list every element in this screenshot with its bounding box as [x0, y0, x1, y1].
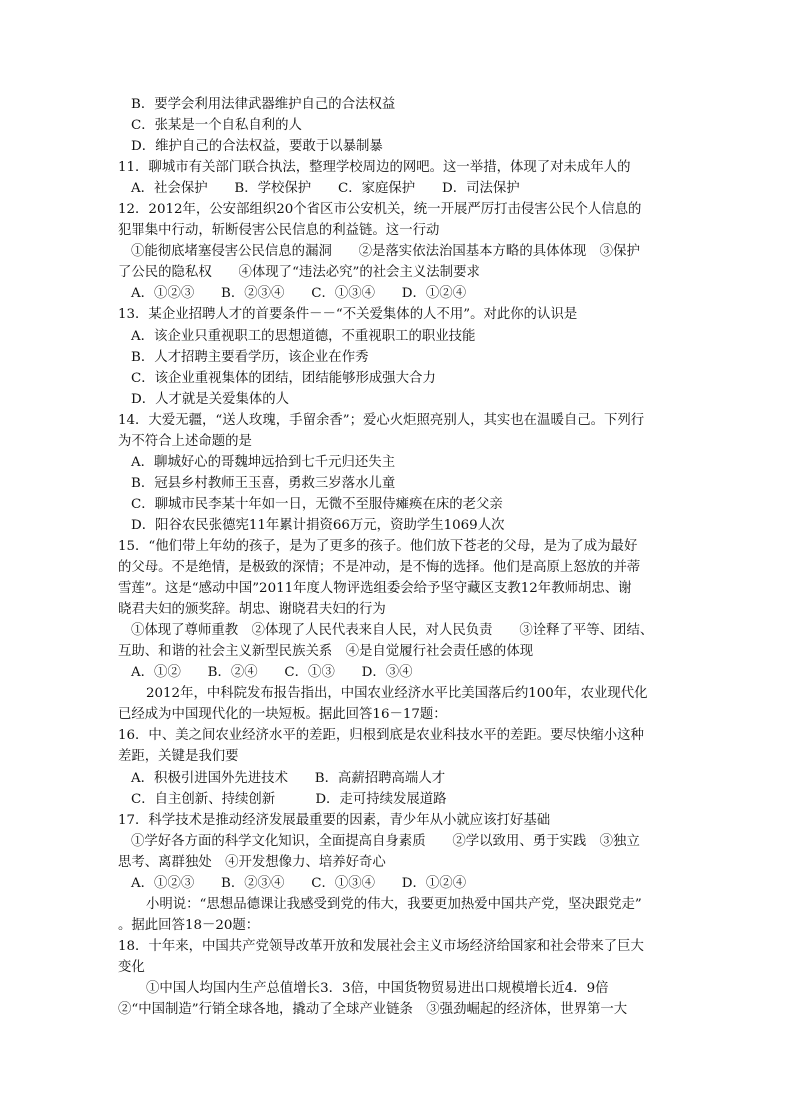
text-line: 15．“他们带上年幼的孩子，是为了更多的孩子。他们放下苍老的父母，是为了成为最好 — [118, 538, 638, 554]
text-line: 16．中、美之间农业经济水平的差距，归根到底是农业科技水平的差距。要尽快缩小这种 — [118, 728, 644, 744]
text-line: A．聊城好心的哥魏坤远拾到七千元归还失主 — [131, 454, 396, 470]
text-line: A．社会保护 B．学校保护 C．家庭保护 D．司法保护 — [131, 181, 520, 197]
text-line: ①学好各方面的科学文化知识，全面提高自身素质 ②学以致用、勇于实践 ③独立 — [131, 833, 640, 849]
text-line: 变化 — [118, 959, 145, 975]
text-line: C．该企业重视集体的团结，团结能够形成强大合力 — [131, 370, 436, 386]
text-line: 晓君夫妇的颁奖辞。胡忠、谢晓君夫妇的行为 — [118, 602, 386, 618]
text-line: 已经成为中国现代化的一块短板。据此回答16－17题： — [118, 707, 447, 723]
text-line: 。据此回答18－20题： — [118, 917, 260, 933]
text-line: 18．十年来，中国共产党领导改革开放和发展社会主义市场经济给国家和社会带来了巨大 — [118, 938, 644, 954]
text-line: D．阳谷农民张德宪11年累计捐资66万元，资助学生1069人次 — [131, 517, 505, 533]
text-line: C．张某是一个自私自利的人 — [131, 118, 302, 134]
text-line: 13．某企业招聘人才的首要条件－－“不关爱集体的人不用”。对此你的认识是 — [118, 307, 578, 323]
text-line: 12．2012年，公安部组织20个省区市公安机关，统一开展严厉打击侵害公民个人信息的 — [118, 202, 642, 218]
text-line: D．人才就是关爱集体的人 — [131, 391, 290, 407]
text-line: 14．大爱无疆，“送人玫瑰，手留余香”；爱心火炬照亮别人，其实也在温暖自己。下列行 — [118, 412, 645, 428]
text-line: 的父母。不是绝情，是极致的深情；不是冲动，是不悔的选择。他们是高原上怒放的并蒂 — [118, 560, 641, 576]
text-line: 雪莲”。这是“感动中国”2011年度人物评选组委会给予坚守藏区支教12年教师胡忠、谢 — [118, 581, 632, 597]
text-line: ②“中国制造”行销全球各地，撬动了全球产业链条 ③强劲崛起的经济体，世界第一大 — [118, 1002, 628, 1018]
text-line: D．维护自己的合法权益，要敢于以暴制暴 — [131, 139, 383, 155]
text-line: ①能彻底堵塞侵害公民信息的漏洞 ②是落实依法治国基本方略的具体体现 ③保护 — [131, 244, 640, 260]
text-line: 小明说：“思想品德课让我感受到党的伟大，我要更加热爱中国共产党，坚决跟党走” — [146, 896, 642, 912]
text-line: 为不符合上述命题的是 — [118, 433, 252, 449]
text-line: 思考、离群独处 ④开发想像力、培养好奇心 — [118, 854, 386, 870]
text-line: 了公民的隐私权 ④体现了“违法必究”的社会主义法制要求 — [118, 265, 480, 281]
text-line: 11．聊城市有关部门联合执法，整理学校周边的网吧。这一举措，体现了对未成年人的 — [118, 160, 631, 176]
text-line: A．该企业只重视职工的思想道德，不重视职工的职业技能 — [131, 328, 476, 344]
text-line: C．聊城市民李某十年如一日，无微不至服侍瘫痪在床的老父亲 — [131, 496, 503, 512]
text-line: C．自主创新、持续创新 D．走可持续发展道路 — [131, 791, 447, 807]
text-line: A．①②③ B．②③④ C．①③④ D．①②④ — [131, 286, 467, 302]
text-line: B．要学会利用法律武器维护自己的合法权益 — [131, 97, 396, 112]
text-line: B．冠县乡村教师王玉喜，勇救三岁落水儿童 — [131, 475, 396, 491]
text-line: A．积极引进国外先进技术 B．高薪招聘高端人才 — [131, 770, 446, 786]
text-line: 犯罪集中行动，斩断侵害公民信息的利益链。这一行动 — [118, 223, 440, 239]
text-line: A．①②③ B．②③④ C．①③④ D．①②④ — [131, 875, 467, 891]
text-line: 差距，关键是我们要 — [118, 749, 239, 765]
text-line: ①中国人均国内生产总值增长3．3倍，中国货物贸易进出口规模增长近4．9倍 — [146, 980, 609, 996]
text-line: B．人才招聘主要看学历，该企业在作秀 — [131, 349, 369, 365]
text-line: A．①② B．②④ C．①③ D．③④ — [131, 665, 413, 681]
text-line: 互助、和谐的社会主义新型民族关系 ④是自觉履行社会责任感的体现 — [118, 644, 534, 660]
text-line: 2012年，中科院发布报告指出，中国农业经济水平比美国落后约100年，农业现代化 — [146, 686, 648, 702]
text-line: ①体现了尊师重教 ②体现了人民代表来自人民，对人民负责 ③诠释了平等、团结、 — [131, 623, 654, 639]
document-body — [118, 94, 718, 1020]
text-line: 17．科学技术是推动经济发展最重要的因素，青少年从小就应该打好基础 — [118, 812, 551, 828]
